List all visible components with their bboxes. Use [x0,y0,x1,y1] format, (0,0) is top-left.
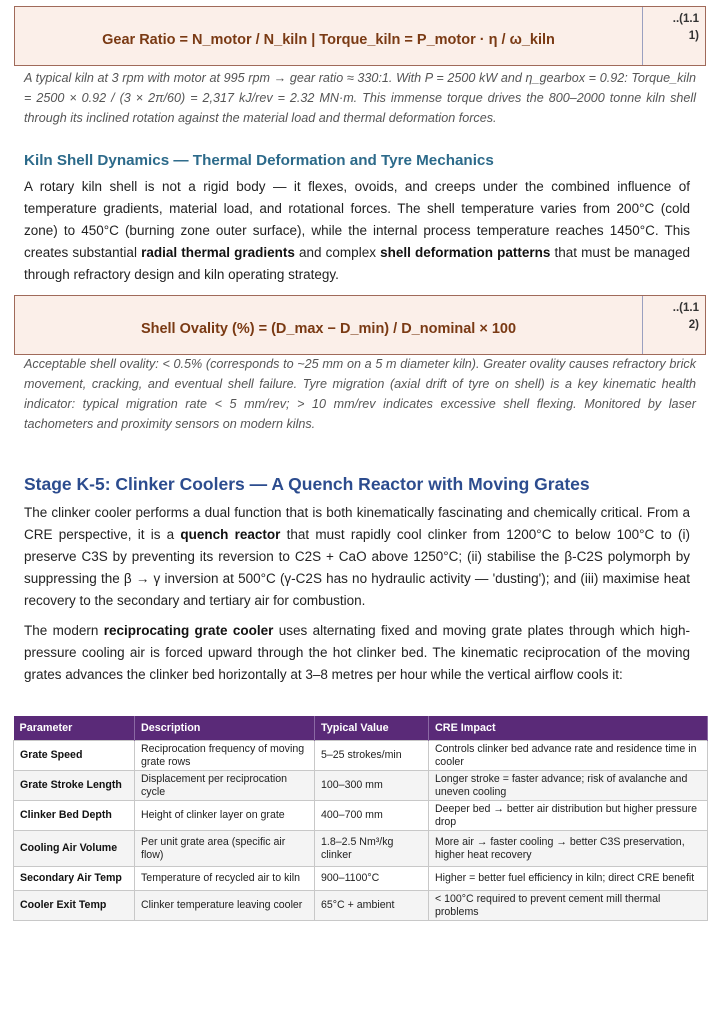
equation-note-gear-ratio: A typical kiln at 3 rpm with motor at 995 rpm → gear ratio ≈ 330:1. With P = 2500 kW and η_gearbox = 0.92: Torque_kiln = 2500 × 0.92 / (3 × 2π/60) = 2,317 kJ/rev = 2.32 MN·m. This immense torque drives the 800–2000 tonne kiln shell through its inclined rotation against the material load and thermal deformation forces. [24,71,696,125]
table-cell-impact: More air → faster cooling → better C3S preservation, higher heat recovery [429,831,708,867]
paragraph-text: The modern [24,623,104,638]
table-cell-description: Per unit grate area (specific air flow) [135,831,315,867]
equation-number-line1: ..(1.1 [672,302,699,314]
paragraph-text: A rotary kiln shell is not a rigid body — it flexes, ovoids, and creeps under the combined influence of temperature gradients, material load, and rotational forces. The shell temperature varies from 200°C (cold zone) to 450°C (burning zone outer surface), while the internal process temperature reaches 1450°C. This creates substantial [24,179,690,260]
table-cell-parameter: Grate Stroke Length [14,771,135,801]
bold-term-shell-deformation: shell deformation patterns [380,245,551,260]
paragraph-text: uses alternating fixed and moving grate plates through which high-pressure cooling air is forced upward through the hot clinker bed. The kinematic reciprocation of the moving grates advances the clinker bed horizontally at 3–8 metres per hour while the vertical airflow cools it: [24,623,690,682]
equation-box-shell-ovality [14,295,706,355]
bold-term-quench-reactor: quench reactor [180,527,281,542]
table-header-parameter: Parameter [14,716,135,741]
table-cell-impact: Controls clinker bed advance rate and residence time in cooler [429,741,708,771]
table-header-typical-value: Typical Value [315,716,429,741]
equation-number-line1: ..(1.1 [672,13,699,25]
paragraph-grate-cooler [24,620,690,686]
table-cell-value: 400–700 mm [315,801,429,831]
table-header-cre-impact: CRE Impact [429,716,708,741]
equation-number [642,296,705,354]
equation-box-gear-ratio [14,6,706,66]
equation-note-shell-ovality: Acceptable shell ovality: < 0.5% (corresponds to ~25 mm on a 5 m diameter kiln). Greater ovality causes refractory brick movement, cracking, and eventual shell failure. Tyre migration (axial drift of tyre on shell) is a key kinematic health indicator: typical migration rate < 5 mm/rev; > 10 mm/rev indicates excessive shell flexing. Monitored by laser tachometers and proximity sensors on modern kilns. [24,357,696,431]
table-cell-description: Reciprocation frequency of moving grate rows [135,741,315,771]
table-cell-value: 900–1100°C [315,867,429,891]
table-row [14,831,708,867]
table-cell-parameter: Grate Speed [14,741,135,771]
table-cell-parameter: Cooler Exit Temp [14,891,135,921]
table-row [14,771,708,801]
table-cell-impact: < 100°C required to prevent cement mill thermal problems [429,891,708,921]
table-row [14,891,708,921]
table-cell-description: Height of clinker layer on grate [135,801,315,831]
table-cell-value: 5–25 strokes/min [315,741,429,771]
table-cell-value: 1.8–2.5 Nm³/kg clinker [315,831,429,867]
cooler-parameter-table [13,716,708,921]
section-heading-clinker-coolers: Stage K-5: Clinker Coolers — A Quench Reactor with Moving Grates [24,474,590,494]
table-cell-parameter: Cooling Air Volume [14,831,135,867]
table-cell-parameter: Clinker Bed Depth [14,801,135,831]
equation-number-line2: 1) [688,30,699,42]
section-heading-kiln-shell: Kiln Shell Dynamics — Thermal Deformation and Tyre Mechanics [24,152,494,169]
table-cell-value: 65°C + ambient [315,891,429,921]
bold-term-reciprocating-grate: reciprocating grate cooler [103,623,274,638]
bold-term-radial-gradients: radial thermal gradients [141,245,295,260]
table-cell-value: 100–300 mm [315,771,429,801]
table-header-description: Description [135,716,315,741]
table-cell-description: Temperature of recycled air to kiln [135,867,315,891]
paragraph-clinker-cooler-intro [24,502,690,612]
table-cell-parameter: Secondary Air Temp [14,867,135,891]
table-cell-impact: Deeper bed → better air distribution but higher pressure drop [429,801,708,831]
equation-formula: Shell Ovality (%) = (D_max − D_min) / D_nominal × 100 [140,321,517,337]
equation-number [642,7,705,65]
table-row [14,741,708,771]
paragraph-text: and complex [294,245,381,260]
paragraph-text: that must rapidly cool clinker from 1200°C to below 100°C to (i) preserve C3S by preventing its reversion to C2S + CaO above 1250°C; (ii) stabilise the β-C2S polymorph by suppressing the β → γ inversion at 500°C (γ-C2S has no hydraulic activity — 'dusting'); and (iii) maximise heat recovery to the secondary and tertiary air for combustion. [24,527,690,608]
equation-number-line2: 2) [688,319,699,331]
table-row [14,801,708,831]
table-cell-impact: Higher = better fuel efficiency in kiln; direct CRE benefit [429,867,708,891]
table-cell-description: Clinker temperature leaving cooler [135,891,315,921]
table-cell-impact: Longer stroke = faster advance; risk of avalanche and uneven cooling [429,771,708,801]
table-cell-description: Displacement per reciprocation cycle [135,771,315,801]
paragraph-text: The clinker cooler performs a dual function that is both kinematically fascinating and chemically critical. From a CRE perspective, it is a [24,505,690,542]
table-row [14,867,708,891]
table-header-row [14,716,708,741]
paragraph-kiln-shell [24,176,690,286]
equation-formula: Gear Ratio = N_motor / N_kiln | Torque_kiln = P_motor · η / ω_kiln [102,32,555,48]
paragraph-text: that must be managed through refractory design and kiln operating strategy. [24,245,690,282]
